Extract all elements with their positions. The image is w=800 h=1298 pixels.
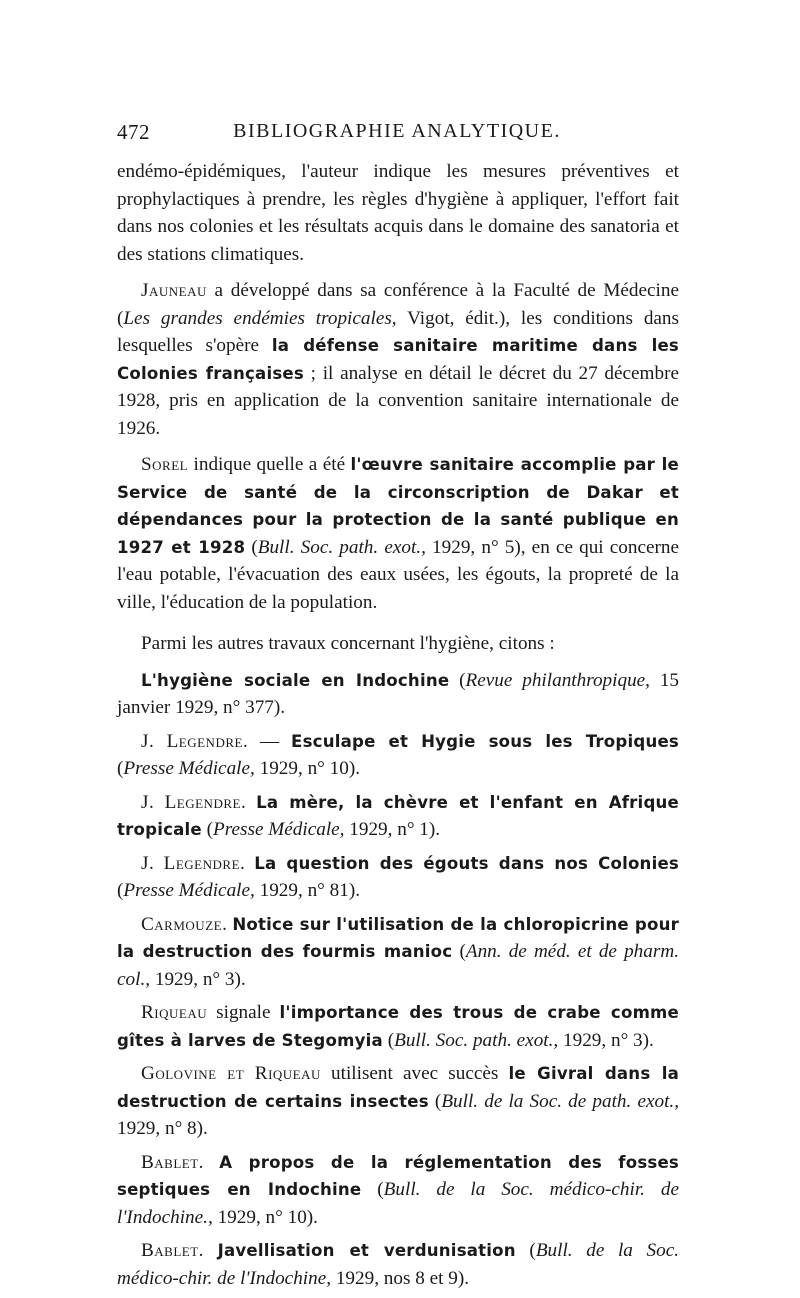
running-title: BIBLIOGRAPHIE ANALYTIQUE. bbox=[233, 120, 561, 142]
reference-item: J. Legendre. La mère, la chèvre et l'enfant en Afrique tropicale (Presse Médicale, 1929, n° 1). bbox=[117, 791, 679, 840]
reference-item: Golovine et Riqueau utilisent avec succès le Givral dans la destruction de certains insectes (Bull. de la Soc. de path. exot., 1929, n° 8). bbox=[117, 1063, 679, 1139]
reference-item: Riqueau signale l'importance des trous de crabe comme gîtes à larves de Stegomyia (Bull. Soc. path. exot., 1929, n° 3). bbox=[117, 1002, 680, 1051]
reference-list bbox=[117, 667, 679, 1293]
body-text bbox=[117, 158, 679, 1298]
paragraph-sorel: Sorel indique quelle a été l'œuvre sanitaire accomplie par le Service de santé de la circonscription de Dakar et dépendances pour la protection de la santé publique en 1927 et 1928 (Bull. Soc. path. exot., 1929, n° 5), en ce qui concerne l'eau potable, l'évacuation des eaux usées, les égouts, la propreté de la ville, l'éducation de la population. bbox=[117, 454, 679, 613]
reference-item: J. Legendre. — Esculape et Hygie sous les Tropiques (Presse Médicale, 1929, n° 10). bbox=[117, 730, 679, 779]
author-name: Jauneau bbox=[141, 280, 207, 301]
book-title: Les grandes endémies tropicales, bbox=[123, 307, 397, 329]
reference-item: J. Legendre. La question des égouts dans nos Colonies (Presse Médicale, 1929, n° 81). bbox=[117, 852, 679, 901]
paragraph-continuation: endémo-épidémiques, l'auteur indique les mesures préventives et prophylactiques à prendre, les règles d'hygiène à appliquer, l'effort fait dans nos colonies et les résultats acquis dans le domaine des sanatoria et des stations climatiques. bbox=[117, 161, 679, 265]
journal-title: Bull. Soc. path. exot., bbox=[257, 536, 426, 558]
author-name: Sorel bbox=[141, 454, 189, 475]
intro-line: Parmi les autres travaux concernant l'hygiène, citons : bbox=[141, 633, 555, 654]
bold-subject: l'œuvre sanitaire accomplie par le Service de santé de la circonscription de Dakar et dépendances pour la protection de la santé publique en 1927 et 1928 bbox=[117, 455, 679, 557]
page-header bbox=[117, 120, 677, 150]
bold-subject: la défense sanitaire maritime dans les Colonies françaises bbox=[117, 336, 679, 383]
reference-item: Carmouze. Notice sur l'utilisation de la chloropicrine pour la destruction des fourmis manioc (Ann. de méd. et de pharm. col., 1929, n° 3). bbox=[117, 913, 680, 990]
reference-item: Bablet. A propos de la réglementation des fosses septiques en Indochine (Bull. de la Soc. médico-chir. de l'Indochine., 1929, n° 10). bbox=[117, 1151, 680, 1228]
reference-item: Bablet. Javellisation et verdunisation (Bull. de la Soc. médico-chir. de l'Indochine, 1929, nos 8 et 9). bbox=[117, 1240, 680, 1289]
page-number: 472 bbox=[117, 120, 150, 144]
paragraph-jauneau: Jauneau a développé dans sa conférence à la Faculté de Médecine (Les grandes endémies tropicales, Vigot, édit.), les conditions dans lesquelles s'opère la défense sanitaire maritime dans les Colonies françaises ; il analyse en détail le décret du 27 décembre 1928, pris en application de la convention sanitaire internationale de 1926. bbox=[117, 280, 679, 439]
reference-item: L'hygiène sociale en Indochine (Revue philanthropique, 15 janvier 1929, n° 377). bbox=[117, 669, 680, 718]
